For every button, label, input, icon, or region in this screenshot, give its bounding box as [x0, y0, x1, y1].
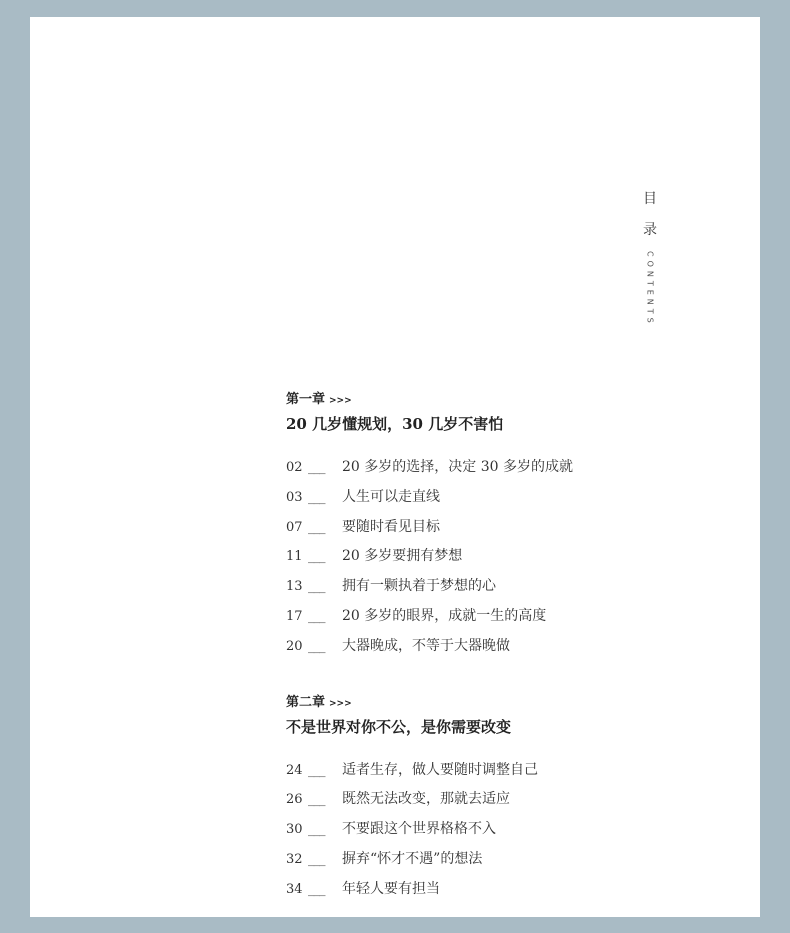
- entry-leader: ___: [308, 519, 325, 535]
- chapter-label: [286, 390, 726, 410]
- entry-page-number: 17: [286, 608, 303, 624]
- toc-entry[interactable]: [286, 760, 726, 790]
- toc-entry[interactable]: [286, 546, 726, 576]
- toc-entry[interactable]: [286, 487, 726, 517]
- entry-title: 20 多岁的眼界，成就一生的高度: [342, 607, 547, 624]
- toc-entry[interactable]: [286, 457, 726, 487]
- entry-page-number: 11: [286, 549, 303, 565]
- entry-leader: ___: [308, 822, 325, 838]
- entry-title: 要随时看见目标: [342, 518, 440, 535]
- toc-entry[interactable]: [286, 606, 726, 636]
- chapter-label: [286, 693, 726, 713]
- entry-leader: ___: [308, 460, 325, 475]
- entry-title: 不要跟这个世界格格不入: [342, 821, 496, 838]
- entry-page-number: 07: [286, 519, 303, 535]
- entry-leader: ___: [308, 881, 325, 897]
- entry-page-number: 34: [286, 881, 303, 897]
- contents-label: CONTENTS: [645, 251, 655, 327]
- toc-entry[interactable]: [286, 819, 726, 849]
- entry-title: 大器晚成，不等于大器晚做: [342, 637, 510, 654]
- entry-leader: ___: [308, 851, 325, 867]
- entry-page-number: 26: [286, 792, 303, 808]
- entry-page-number: 32: [286, 851, 303, 867]
- chapter-title: 不是世界对你不公，是你需要改变: [286, 717, 512, 736]
- entry-title: 年轻人要有担当: [342, 880, 440, 897]
- entry-page-number: 30: [286, 822, 303, 838]
- entry-page-number: 20: [286, 638, 303, 654]
- entry-leader: ___: [308, 762, 325, 778]
- toc-entry[interactable]: [286, 789, 726, 819]
- toc-entry[interactable]: [286, 849, 726, 879]
- entry-title: 适者生存，做人要随时调整自己: [342, 761, 538, 778]
- chapter-arrow: >>>: [329, 396, 352, 406]
- entry-leader: ___: [308, 792, 325, 808]
- entry-page-number: 24: [286, 762, 303, 778]
- entry-leader: ___: [308, 579, 325, 595]
- chapter-number: 第二章: [286, 694, 326, 710]
- toc-entry[interactable]: [286, 517, 726, 547]
- entry-leader: ___: [308, 608, 325, 624]
- toc-entry[interactable]: [286, 636, 726, 666]
- chapter-section: [286, 390, 726, 666]
- chapter-title: 20 几岁懂规划，30 几岁不害怕: [286, 415, 504, 433]
- table-of-contents: [286, 390, 726, 909]
- entry-page-number: 13: [286, 579, 303, 595]
- toc-entry[interactable]: [286, 576, 726, 606]
- toc-entry[interactable]: [286, 879, 726, 909]
- entry-page-number: 02: [286, 460, 303, 475]
- entry-title: 拥有一颗执着于梦想的心: [342, 578, 496, 595]
- entry-title: 既然无法改变，那就去适应: [342, 791, 510, 808]
- entry-leader: ___: [308, 638, 325, 654]
- entry-title: 人生可以走直线: [342, 488, 440, 505]
- entry-title: 摒弃“怀才不遇”的想法: [342, 850, 483, 867]
- entry-leader: ___: [308, 489, 325, 505]
- book-page: [30, 17, 760, 917]
- entry-page-number: 03: [286, 489, 303, 505]
- toc-heading-char: 录: [643, 222, 657, 238]
- entry-title: 20 多岁要拥有梦想: [342, 548, 463, 565]
- toc-heading: [640, 191, 660, 327]
- entry-title: 20 多岁的选择，决定 30 多岁的成就: [342, 459, 573, 475]
- chapter-section: [286, 693, 726, 909]
- entry-leader: ___: [308, 549, 325, 565]
- toc-heading-char: 目: [643, 191, 657, 207]
- chapter-arrow: >>>: [329, 698, 352, 709]
- chapter-number: 第一章: [286, 392, 326, 407]
